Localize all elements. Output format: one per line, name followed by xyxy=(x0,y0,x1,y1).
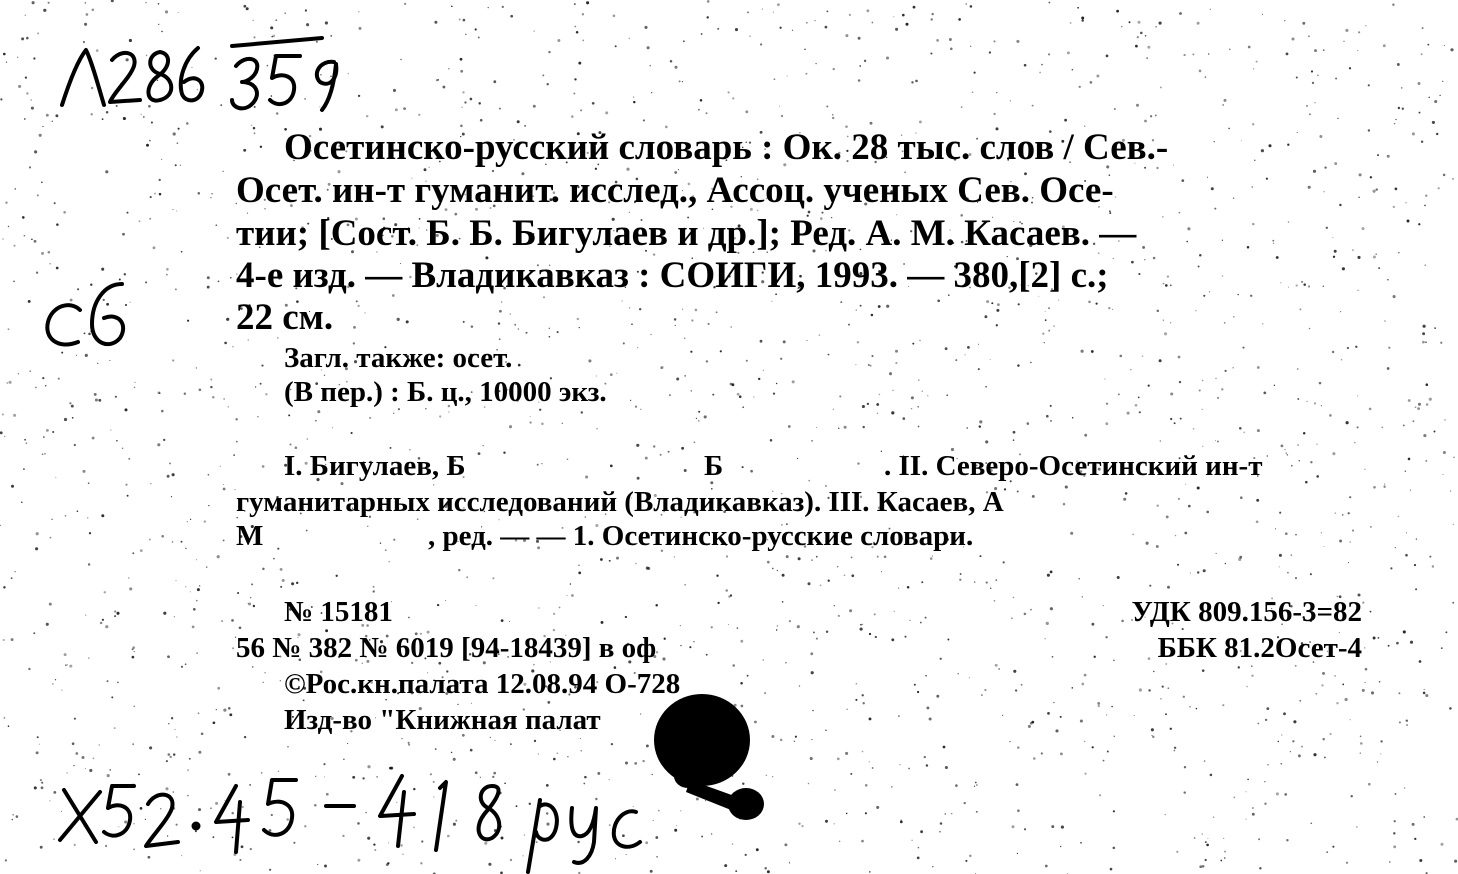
note-title-also: Загл. также: осет. xyxy=(284,342,513,374)
tracing-line-2: гуманитарных исследований (Владикавказ). III. Касаев, А xyxy=(236,486,1004,518)
tracing-author-initial: Б xyxy=(704,450,724,482)
udk-code: УДК 809.156-3=82 xyxy=(1131,596,1362,628)
entry-line-1: Осетинско-русский словарь : Ок. 28 тыс. слов / Сев.- xyxy=(284,127,1169,168)
record-number: № 15181 xyxy=(284,596,393,628)
catalog-numbers: 56 № 382 № 6019 [94-18439] в оф xyxy=(236,632,657,664)
tracing-subject: , ред. — — 1. Осетинско-русские словари. xyxy=(428,520,974,552)
bbk-code: ББК 81.2Осет-4 xyxy=(1157,632,1362,664)
publisher-line: Изд-во "Книжная палат xyxy=(284,704,601,736)
copyright-line: ©Рос.кн.палата 12.08.94 О-728 xyxy=(284,668,681,700)
handwritten-bottom-mark xyxy=(60,790,100,842)
tracing-line-1 xyxy=(284,450,1364,486)
handwritten-shelf-mark-prefix xyxy=(62,50,104,105)
entry-line-5: 22 см. xyxy=(236,297,334,338)
tracing-institution: . II. Северо-Осетинский ин-т xyxy=(884,450,1263,482)
entry-line-4: 4-е изд. — Владикавказ : СОИГИ, 1993. — 380,[2] с.; xyxy=(236,255,1109,296)
handwritten-shelf-mark-number xyxy=(232,38,322,46)
ink-blot xyxy=(654,694,764,820)
tracing-author: I. Бигулаев, Б xyxy=(284,450,466,482)
tracing-line-3 xyxy=(236,520,1236,556)
note-binding-price: (В пер.) : Б. ц., 10000 экз. xyxy=(284,376,607,408)
entry-line-3: тии; [Сост. Б. Б. Бигулаев и др.]; Ред. А. М. Касаев. — xyxy=(236,213,1137,254)
tracing-editor-initial: М xyxy=(236,520,264,552)
handwritten-side-mark xyxy=(47,305,80,344)
entry-line-2: Осет. ин-т гуманит. исслед., Ассоц. ученых Сев. Осе- xyxy=(236,170,1114,211)
